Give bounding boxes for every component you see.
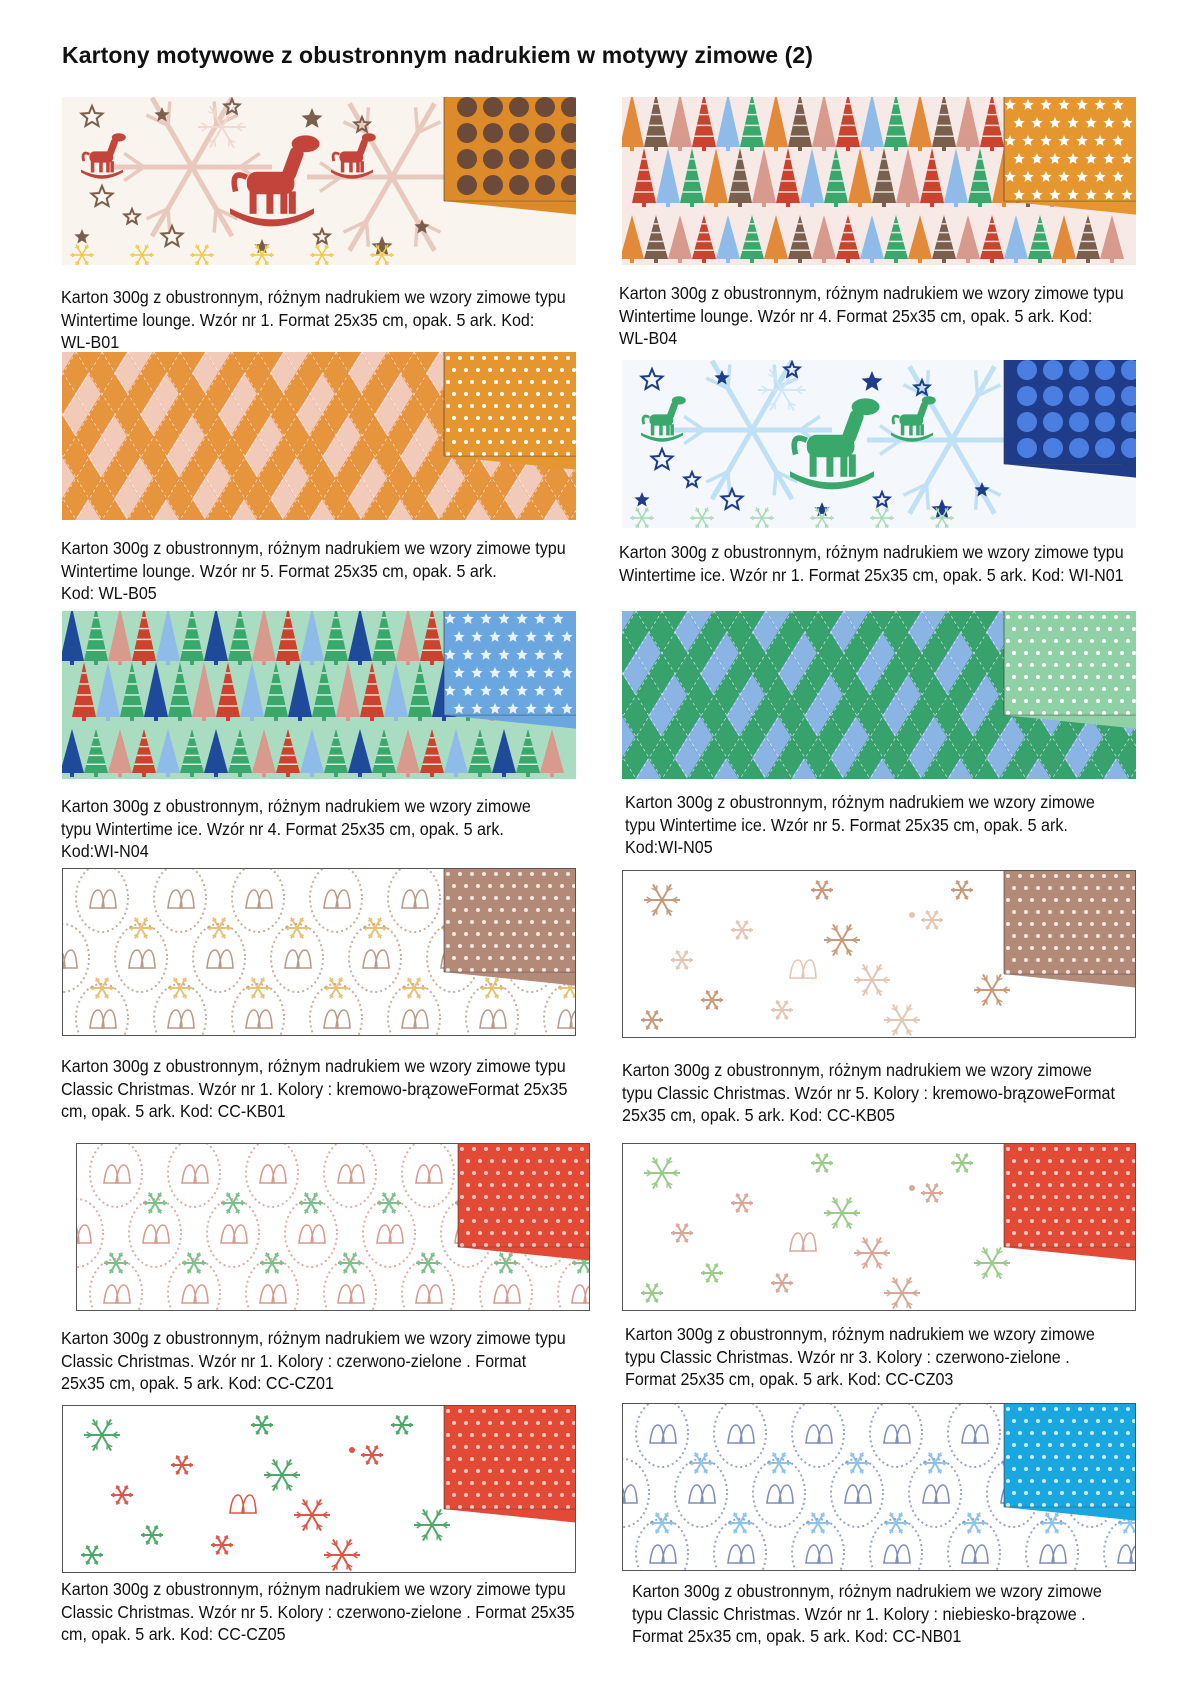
product-caption: Karton 300g z obustronnym, różnym nadrukiem we wzory zimowe typu Classic Christmas. Wzór nr 1. Kolory : czerwono-zielone . Format 25x35 cm, opak. 5 ark. Kod: CC-CZ01	[61, 1328, 566, 1393]
product-image	[622, 611, 1136, 779]
product-image	[62, 1405, 576, 1573]
product-image	[62, 868, 576, 1036]
product-image	[622, 1143, 1136, 1311]
product-caption: Karton 300g z obustronnym, różnym nadrukiem we wzory zimowe typu Classic Christmas. Wzór nr 1. Kolory : niebiesko-brązowe . Format 25x35 cm, opak. 5 ark. Kod: CC-NB01	[632, 1581, 1102, 1646]
product-image	[622, 1403, 1136, 1571]
product-image	[622, 97, 1136, 265]
product-image	[76, 1143, 590, 1311]
product-image	[62, 97, 576, 265]
product-caption: Karton 300g z obustronnym, różnym nadrukiem we wzory zimowe typu Wintertime lounge. Wzór nr 1. Format 25x35 cm, opak. 5 ark. Kod: WL-B01	[61, 287, 566, 352]
product-caption: Karton 300g z obustronnym, różnym nadrukiem we wzory zimowe typu Classic Christmas. Wzór nr 5. Kolory : kremowo-brązoweFormat 25x35 cm, opak. 5 ark. Kod: CC-KB05	[622, 1060, 1115, 1125]
product-caption: Karton 300g z obustronnym, różnym nadrukiem we wzory zimowe typu Classic Christmas. Wzór nr 3. Kolory : czerwono-zielone . Format 25x35 cm, opak. 5 ark. Kod: CC-CZ03	[625, 1324, 1095, 1389]
product-caption: Karton 300g z obustronnym, różnym nadrukiem we wzory zimowe typu Classic Christmas. Wzór nr 1. Kolory : kremowo-brązoweFormat 25x35 cm, opak. 5 ark. Kod: CC-KB01	[61, 1056, 568, 1121]
product-image	[622, 360, 1136, 528]
product-image	[62, 352, 576, 520]
product-image	[62, 611, 576, 779]
product-image	[622, 870, 1136, 1038]
product-caption: Karton 300g z obustronnym, różnym nadrukiem we wzory zimowe typu Wintertime ice. Wzór nr 4. Format 25x35 cm, opak. 5 ark. Kod:WI-N04	[61, 796, 531, 861]
product-caption: Karton 300g z obustronnym, różnym nadrukiem we wzory zimowe typu Wintertime lounge. Wzór nr 4. Format 25x35 cm, opak. 5 ark. Kod: WL-B04	[619, 283, 1124, 348]
product-caption: Karton 300g z obustronnym, różnym nadrukiem we wzory zimowe typu Wintertime ice. Wzór nr 5. Format 25x35 cm, opak. 5 ark. Kod:WI-N05	[625, 792, 1095, 857]
product-caption: Karton 300g z obustronnym, różnym nadrukiem we wzory zimowe typu Classic Christmas. Wzór nr 5. Kolory : czerwono-zielone . Format 25x35 cm, opak. 5 ark. Kod: CC-CZ05	[61, 1579, 575, 1644]
product-caption: Karton 300g z obustronnym, różnym nadrukiem we wzory zimowe typu Wintertime lounge. Wzór nr 5. Format 25x35 cm, opak. 5 ark. Kod: WL-B05	[61, 538, 566, 603]
product-caption: Karton 300g z obustronnym, różnym nadrukiem we wzory zimowe typu Wintertime ice. Wzór nr 1. Format 25x35 cm, opak. 5 ark. Kod: WI-N01	[619, 542, 1124, 585]
page-title: Kartony motywowe z obustronnym nadrukiem w motywy zimowe (2)	[62, 42, 814, 68]
